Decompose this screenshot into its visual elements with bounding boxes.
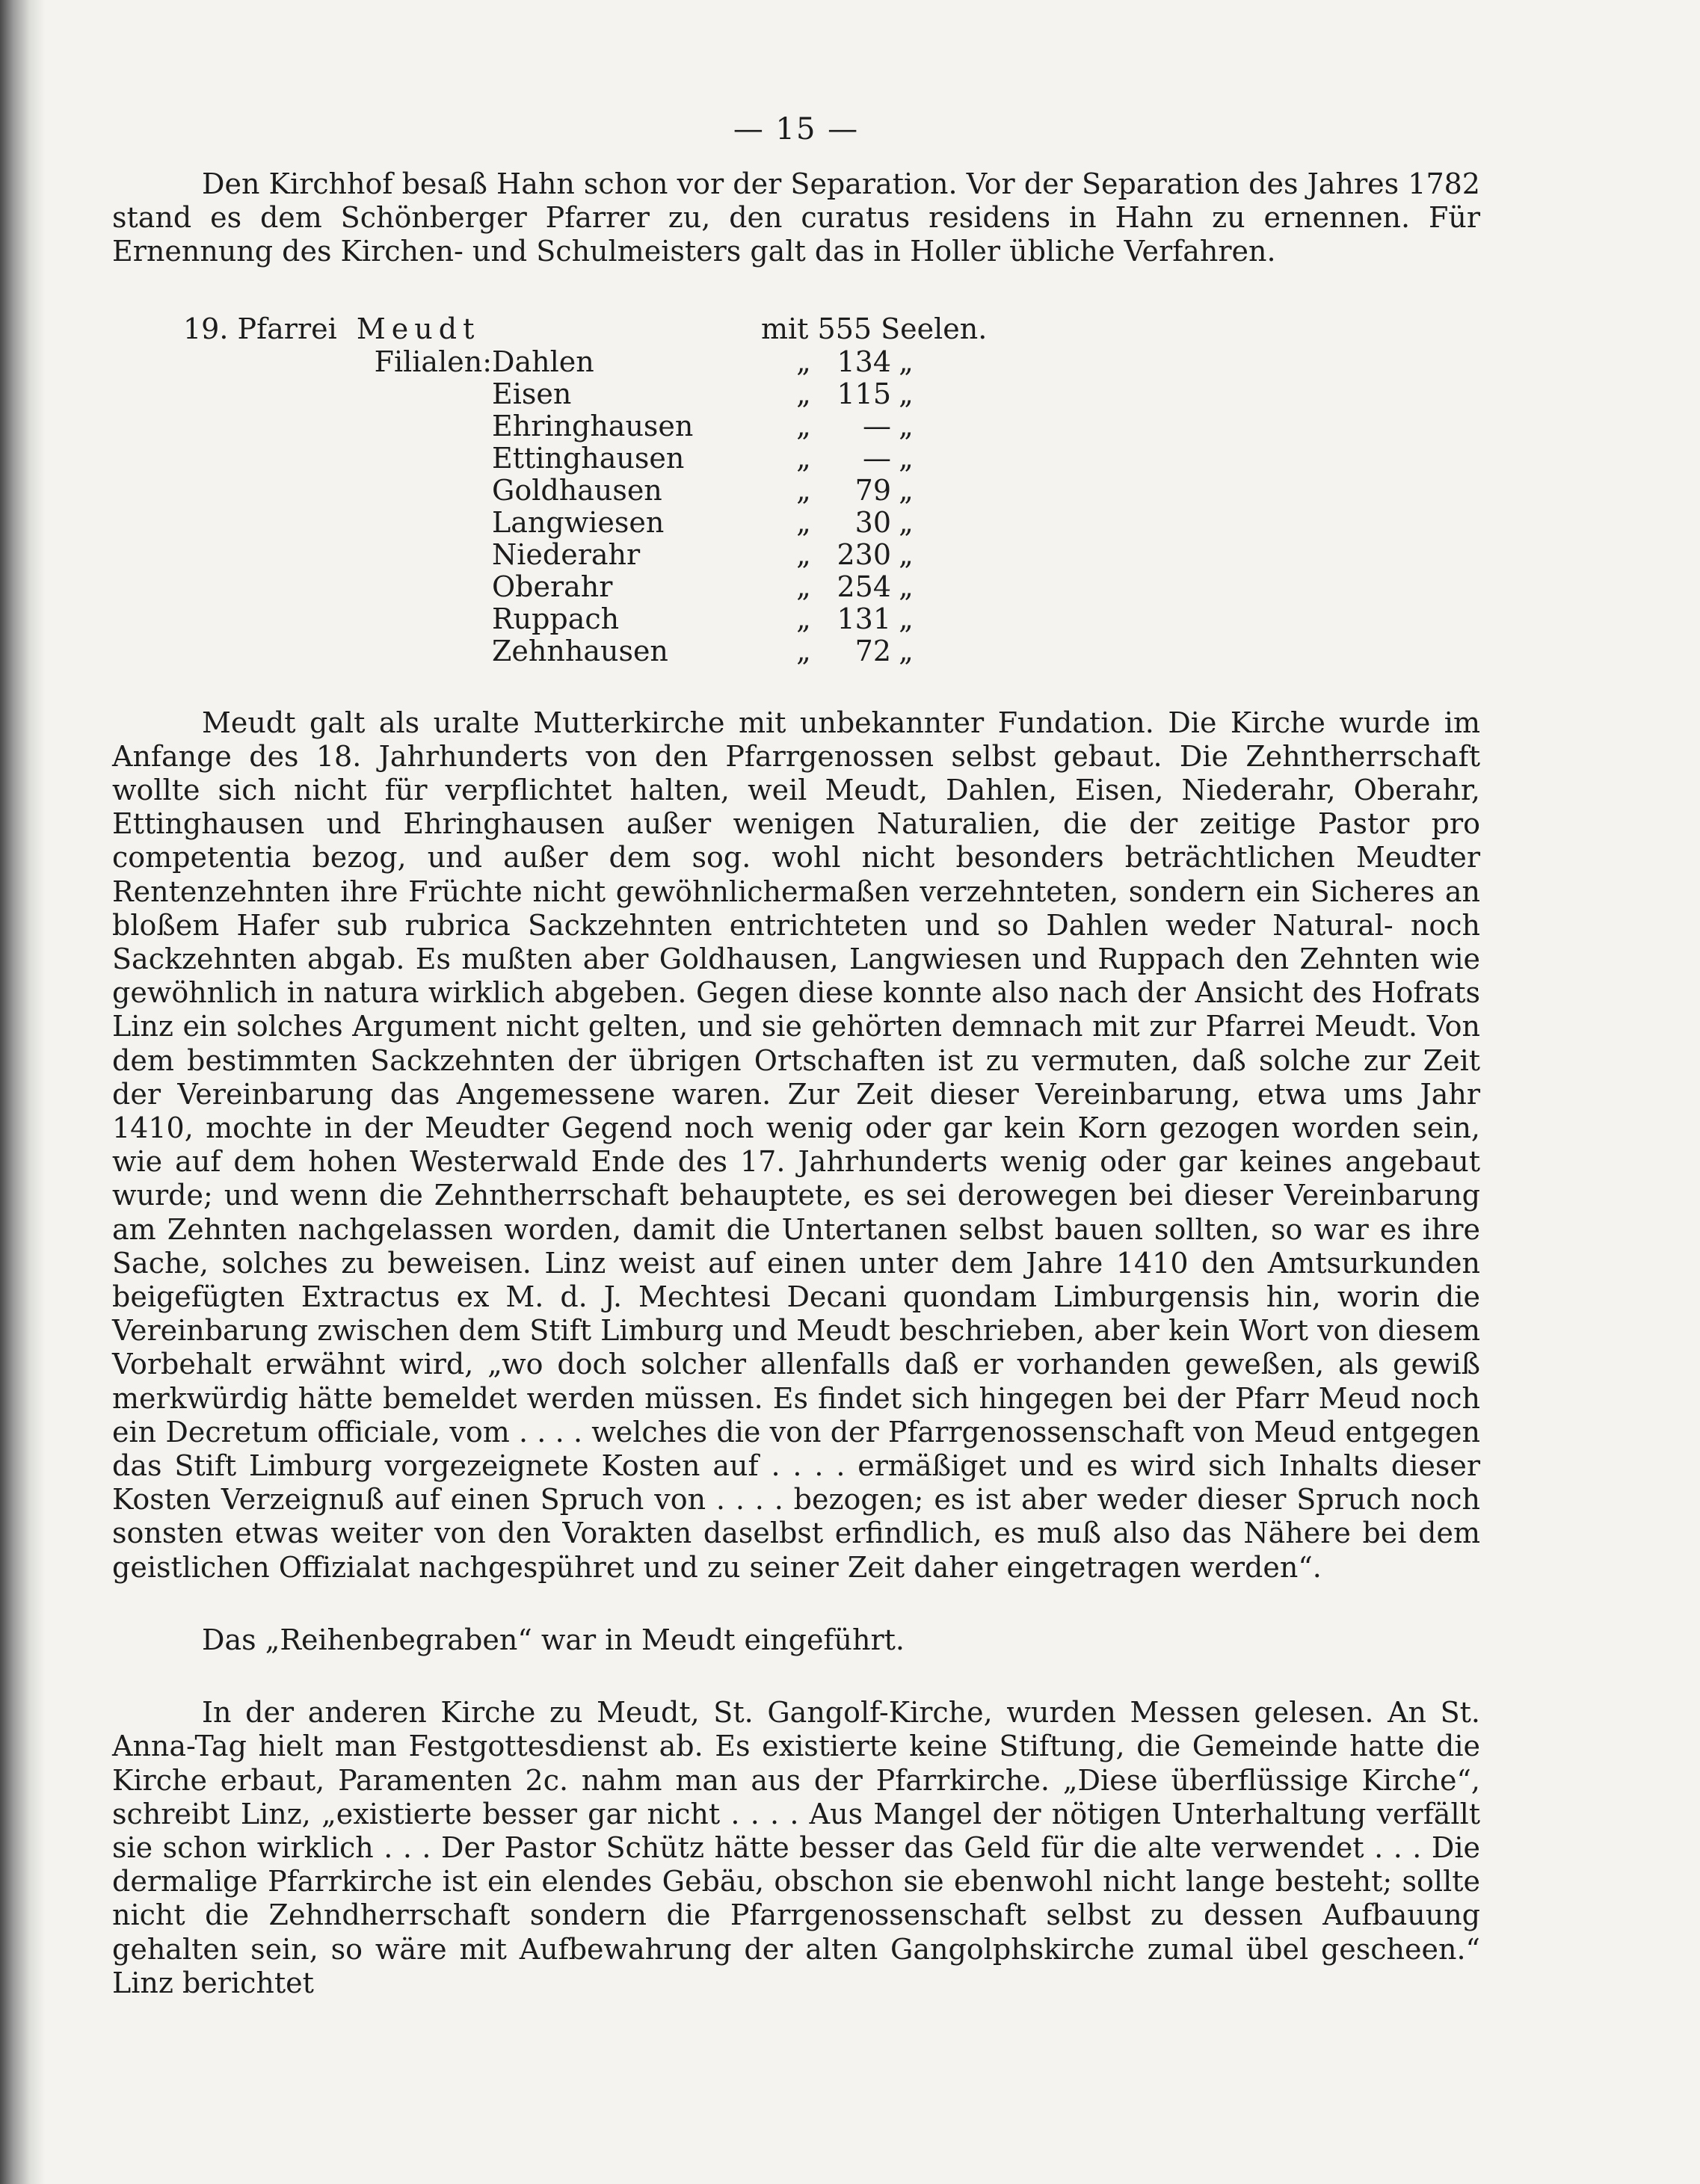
filiale-name: Ehringhausen xyxy=(492,409,694,442)
filiale-name: Ettinghausen xyxy=(492,441,685,475)
filialen-label: Filialen: xyxy=(374,345,492,378)
parish-number: 19. Pfarrei xyxy=(183,312,337,345)
filialen-label xyxy=(112,378,492,410)
spacer xyxy=(112,1585,1480,1623)
ditto-mark: „ xyxy=(796,473,811,507)
filialen-label xyxy=(112,507,492,539)
filiale-name: Oberahr xyxy=(492,570,613,603)
ditto-mark: „ xyxy=(796,409,811,442)
filiale-row xyxy=(112,635,921,667)
filiale-row xyxy=(112,507,921,539)
filiale-souls: — xyxy=(863,409,891,442)
filialen-label xyxy=(112,475,492,507)
filiale-souls: 254 xyxy=(837,570,891,603)
filiale-name: Eisen xyxy=(492,377,572,410)
ditto-mark: „ xyxy=(899,570,914,603)
gangolf-paragraph: In der anderen Kirche zu Meudt, St. Gangolf-Kirche, wurden Messen gelesen. An St. Anna-Tag hielt man Festgottesdienst ab. Es existierte keine Stiftung, die Gemeinde hatte die Kirche erbaut, Paramenten 2c. nahm man aus der Pfarrkirche. „Diese überflüssige Kirche“, schreibt Linz, „existierte besser gar nicht . . . . Aus Mangel der nötigen Unterhaltung verfällt sie schon wirklich . . . Der Pastor Schütz hätte besser das Geld für die alte verwendet . . . Die dermalige Pfarrkirche ist ein elendes Gebäu, obschon sie ebenwohl nicht lange besteht; sollte nicht die Zehndherrschaft sondern die Pfarrgenossenschaft selbst zu dessen Aufbauung gehalten sein, so wäre mit Aufbewahrung der alten Gangolphskirche zumal übel gescheen.“ Linz berichtet xyxy=(112,1696,1480,1999)
filiale-row xyxy=(112,475,921,507)
filiale-name: Zehnhausen xyxy=(492,634,668,667)
ditto-mark: „ xyxy=(899,409,914,442)
filialen-label xyxy=(112,603,492,635)
reihenbegraben-paragraph: Das „Reihenbegraben“ war in Meudt eingeführt. xyxy=(202,1623,905,1656)
filiale-name: Dahlen xyxy=(492,345,594,378)
filialen-label xyxy=(112,410,492,442)
ditto-mark: „ xyxy=(796,377,811,410)
filiale-souls: 30 xyxy=(854,505,891,539)
filialen-label xyxy=(112,571,492,603)
ditto-mark: „ xyxy=(796,345,811,378)
filiale-souls: 230 xyxy=(837,537,891,571)
ditto-mark: „ xyxy=(899,537,914,571)
ditto-mark: „ xyxy=(899,634,914,667)
filiale-name: Niederahr xyxy=(492,537,641,571)
ditto-mark: „ xyxy=(796,505,811,539)
filiale-name: Ruppach xyxy=(492,602,620,635)
ditto-mark: „ xyxy=(796,570,811,603)
ditto-mark: „ xyxy=(899,345,914,378)
parish-heading xyxy=(112,312,1480,346)
parish-title xyxy=(183,312,480,346)
document-page xyxy=(112,112,1480,2000)
filiale-souls: 79 xyxy=(854,473,891,507)
ditto-mark: „ xyxy=(899,505,914,539)
filiale-name: Goldhausen xyxy=(492,473,662,507)
main-paragraph: Meudt galt als uralte Mutterkirche mit unbekannter Fundation. Die Kirche wurde im Anfange des 18. Jahrhunderts von den Pfarrgenossen selbst gebaut. Die Zehntherrschaft wollte sich nicht für verpflichtet halten, weil Meudt, Dahlen, Eisen, Niederahr, Oberahr, Ettinghausen und Ehringhausen außer wenigen Naturalien, die der zeitige Pastor pro competentia bezog, und außer dem sog. wohl nicht besonders beträchtlichen Meudter Rentenzehnten ihre Früchte nicht gewöhnlichermaßen verzehnteten, sondern ein Sicheres an bloßem Hafer sub rubrica Sackzehnten entrichteten und so Dahlen weder Natural- noch Sackzehnten abgab. Es mußten aber Goldhausen, Langwiesen und Ruppach den Zehnten wie gewöhnlich in natura wirklich abgeben. Gegen diese konnte also nach der Ansicht des Hofrats Linz ein solches Argument nicht gelten, und sie gehörten demnach mit zur Pfarrei Meudt. Von dem bestimmten Sackzehnten der übrigen Ortschaften ist zu vermuten, daß solche zur Zeit der Vereinbarung das Angemessene waren. Zur Zeit dieser Vereinbarung, etwa ums Jahr 1410, mochte in der Meudter Gegend noch wenig oder gar kein Korn gezogen worden sein, wie auf dem hohen Westerwald Ende des 17. Jahrhunderts wenig oder gar keines angebaut wurde; und wenn die Zehntherrschaft behauptete, es sei derowegen bei dieser Vereinbarung am Zehnten nachgelassen worden, damit die Untertanen selbst bauen sollten, so war es ihre Sache, solches zu beweisen. Linz weist auf einen unter dem Jahre 1410 den Amtsurkunden beigefügten Extractus ex M. d. J. Mechtesi Decani quondam Limburgensis hin, worin die Vereinbarung zwischen dem Stift Limburg und Meudt beschrieben, aber kein Wort von diesem Vorbehalt erwähnt wird, „wo doch solcher allenfalls daß er vorhanden geweßen, als gewiß merkwürdig hätte bemeldet werden müssen. Es findet sich hingegen bei der Pfarr Meud noch ein Decretum officiale, vom . . . . welches die von der Pfarrgenossenschaft von Meud entgegen das Stift Limburg vorgezeignete Kosten auf . . . . ermäßiget und es wird sich Inhalts dieser Kosten Verzeignuß auf einen Spruch von . . . . bezogen; es ist aber weder dieser Spruch noch sonsten etwas weiter von den Vorakten daselbst erfindlich, es muß also das Nähere bei dem geistlichen Offizialat nachgespühret und zu seiner Zeit daher eingetragen werden“. xyxy=(112,706,1480,1584)
filiale-souls: 72 xyxy=(854,634,891,667)
filialen-table xyxy=(112,346,921,667)
ditto-mark: „ xyxy=(796,634,811,667)
page-number: — 15 — xyxy=(733,112,860,146)
spacer xyxy=(112,269,1480,312)
filiale-souls: 134 xyxy=(837,345,891,378)
ditto-mark: „ xyxy=(899,441,914,475)
filialen-label xyxy=(112,442,492,475)
filiale-name: Langwiesen xyxy=(492,505,665,539)
filiale-row xyxy=(112,410,921,442)
spacer xyxy=(112,1657,1480,1696)
filiale-souls: — xyxy=(863,441,891,475)
spacer xyxy=(112,667,1480,706)
intro-paragraph: Den Kirchhof besaß Hahn schon vor der Separation. Vor der Separation des Jahres 1782 stand es dem Schönberger Pfarrer zu, den curatus residens in Hahn zu ernennen. Für Ernennung des Kirchen- und Schulmeisters galt das in Holler übliche Verfahren. xyxy=(112,167,1480,268)
filialen-label xyxy=(112,539,492,571)
ditto-mark: „ xyxy=(796,602,811,635)
filiale-row xyxy=(112,442,921,475)
ditto-mark: „ xyxy=(796,441,811,475)
book-spine-shadow xyxy=(0,0,45,2184)
filiale-row xyxy=(112,378,921,410)
ditto-mark: „ xyxy=(796,537,811,571)
parish-souls: mit 555 Seelen. xyxy=(761,312,988,345)
ditto-mark: „ xyxy=(899,377,914,410)
filiale-row xyxy=(112,346,921,378)
filiale-row xyxy=(112,539,921,571)
ditto-mark: „ xyxy=(899,473,914,507)
filialen-label xyxy=(112,635,492,667)
filiale-souls: 131 xyxy=(837,602,891,635)
filiale-souls: 115 xyxy=(837,377,891,410)
parish-name: Meudt xyxy=(356,312,481,345)
filiale-row xyxy=(112,571,921,603)
ditto-mark: „ xyxy=(899,602,914,635)
filiale-row xyxy=(112,603,921,635)
